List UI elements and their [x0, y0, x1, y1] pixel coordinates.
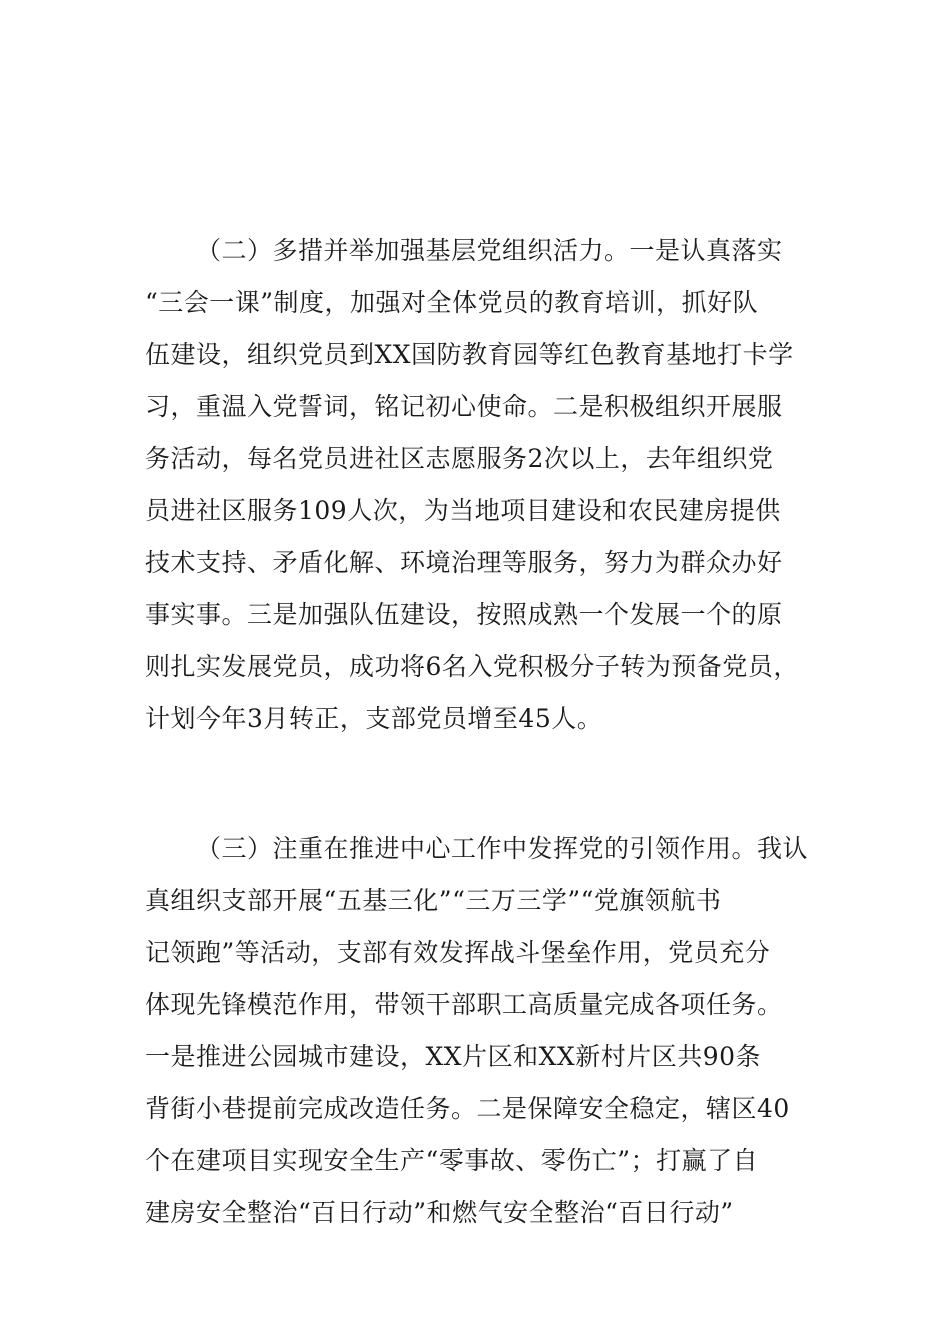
section-3-line-1: （三）注重在推进中心工作中发挥党的引领作用。我认: [196, 834, 809, 863]
section-2-line-7: 技术支持、矛盾化解、环境治理等服务，努力为群众办好: [145, 548, 783, 577]
section-3-line-3: 记领跑”等活动，支部有效发挥战斗堡垒作用，党员充分: [145, 938, 771, 967]
section-3-line-4: 体现先锋模范作用，带领干部职工高质量完成各项任务。: [145, 990, 783, 1019]
section-2-line-10: 计划今年3月转正，支部党员增至45人。: [145, 704, 603, 733]
section-2-line-9: 则扎实发展党员，成功将6名入党积极分子转为预备党员，: [145, 652, 799, 681]
section-2-line-8: 事实事。三是加强队伍建设，按照成熟一个发展一个的原: [145, 600, 783, 629]
section-2-line-6: 员进社区服务109人次，为当地项目建设和农民建房提供: [145, 496, 781, 525]
section-3-line-2: 真组织支部开展“五基三化”“三万三学”“党旗领航书: [145, 886, 722, 915]
section-3-line-5: 一是推进公园城市建设，XX片区和XX新村片区共90条: [145, 1042, 762, 1071]
section-3-line-8: 建房安全整治“百日行动”和燃气安全整治“百日行动”: [145, 1198, 734, 1227]
section-3-line-7: 个在建项目实现安全生产“零事故、零伤亡”；打赢了自: [145, 1146, 759, 1175]
section-2-line-5: 务活动，每名党员进社区志愿服务2次以上，去年组织党: [145, 444, 774, 473]
section-3-line-6: 背街小巷提前完成改造任务。二是保障安全稳定，辖区40: [145, 1094, 790, 1123]
section-2-line-2: “三会一课”制度，加强对全体党员的教育培训，抓好队: [145, 288, 759, 317]
section-2-line-3: 伍建设，组织党员到XX国防教育园等红色教育基地打卡学: [145, 340, 794, 369]
section-2-line-4: 习，重温入党誓词，铭记初心使命。二是积极组织开展服: [145, 392, 783, 421]
section-2-line-1: （二）多措并举加强基层党组织活力。一是认真落实: [196, 236, 783, 265]
